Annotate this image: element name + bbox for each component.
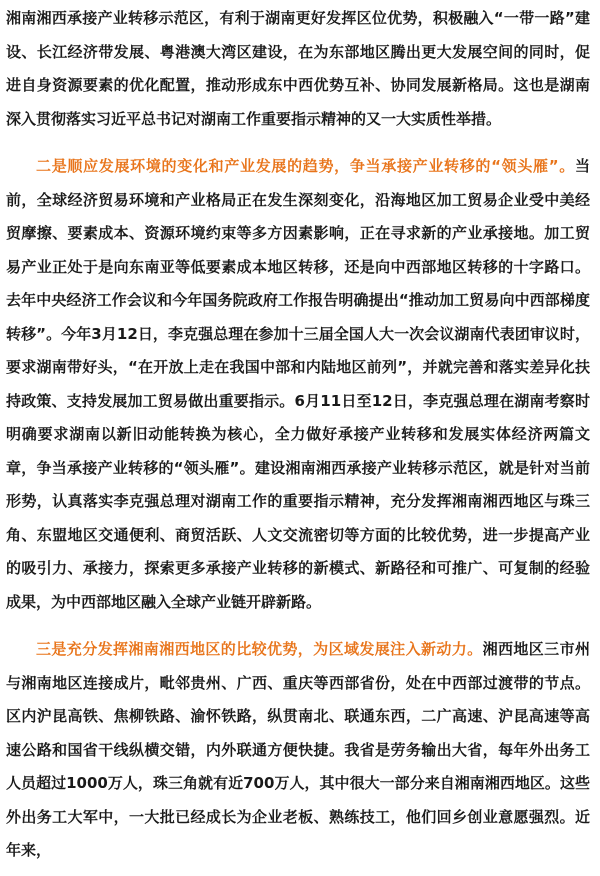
article-paragraph-1 xyxy=(6,2,590,136)
article-body xyxy=(6,0,590,868)
paragraph-2-heading: 二是顺应发展环境的变化和产业发展的趋势，争当承接产业转移的“领头雁”。 xyxy=(36,157,575,175)
paragraph-1-text: 湘南湘西承接产业转移示范区，有利于湖南更好发挥区位优势，积极融入“一带一路”建设、长江经济带发展、粤港澳大湾区建设，在为东部地区腾出更大发展空间的同时，促进自身资源要素的优化配置，推动形成东中西优势互补、协同发展新格局。这也是湖南深入贯彻落实习近平总书记对湖南工作重要指示精神的又一大实质性举措。 xyxy=(6,9,590,128)
paragraph-3-text: 湘西地区三市州与湘南地区连接成片，毗邻贵州、广西、重庆等西部省份，处在中西部过渡带的节点。区内沪昆高铁、焦柳铁路、渝怀铁路，纵贯南北、联通东西，二广高速、沪昆高速等高速公路和国省干线纵横交错，内外联通方便快捷。我省是劳务输出大省，每年外出务工人员超过1000万人，珠三角就有近700万人，其中很大一部分来自湘南湘西地区。这些外出务工大军中，一大批已经成长为企业老板、熟练技工，他们回乡创业意愿强烈。近年来， xyxy=(6,640,590,859)
paragraph-3-heading: 三是充分发挥湘南湘西地区的比较优势，为区域发展注入新动力。 xyxy=(36,640,483,658)
paragraph-2-text: 当前，全球经济贸易环境和产业格局正在发生深刻变化，沿海地区加工贸易企业受中美经贸摩擦、要素成本、资源环境约束等多方因素影响，正在寻求新的产业承接地。加工贸易产业正处于是向东南亚等低要素成本地区转移，还是向中西部地区转移的十字路口。去年中央经济工作会议和今年国务院政府工作报告明确提出“推动加工贸易向中西部梯度转移”。今年3月12日，李克强总理在参加十三届全国人大一次会议湖南代表团审议时，要求湖南带好头，“在开放上走在我国中部和内陆地区前列”，并就完善和落实差异化扶持政策、支持发展加工贸易做出重要指示。6月11日至12日，李克强总理在湖南考察时明确要求湖南以新旧动能转换为核心，全力做好承接产业转移和发展实体经济两篇文章，争当承接产业转移的“领头雁”。建设湘南湘西承接产业转移示范区，就是针对当前形势，认真落实李克强总理对湖南工作的重要指示精神，充分发挥湘南湘西地区与珠三角、东盟地区交通便利、商贸活跃、人文交流密切等方面的比较优势，进一步提高产业的吸引力、承接力，探索更多承接产业转移的新模式、新路径和可推广、可复制的经验成果，为中西部地区融入全球产业链开辟新路。 xyxy=(6,157,590,611)
article-paragraph-3 xyxy=(6,633,590,868)
article-paragraph-2 xyxy=(6,150,590,619)
